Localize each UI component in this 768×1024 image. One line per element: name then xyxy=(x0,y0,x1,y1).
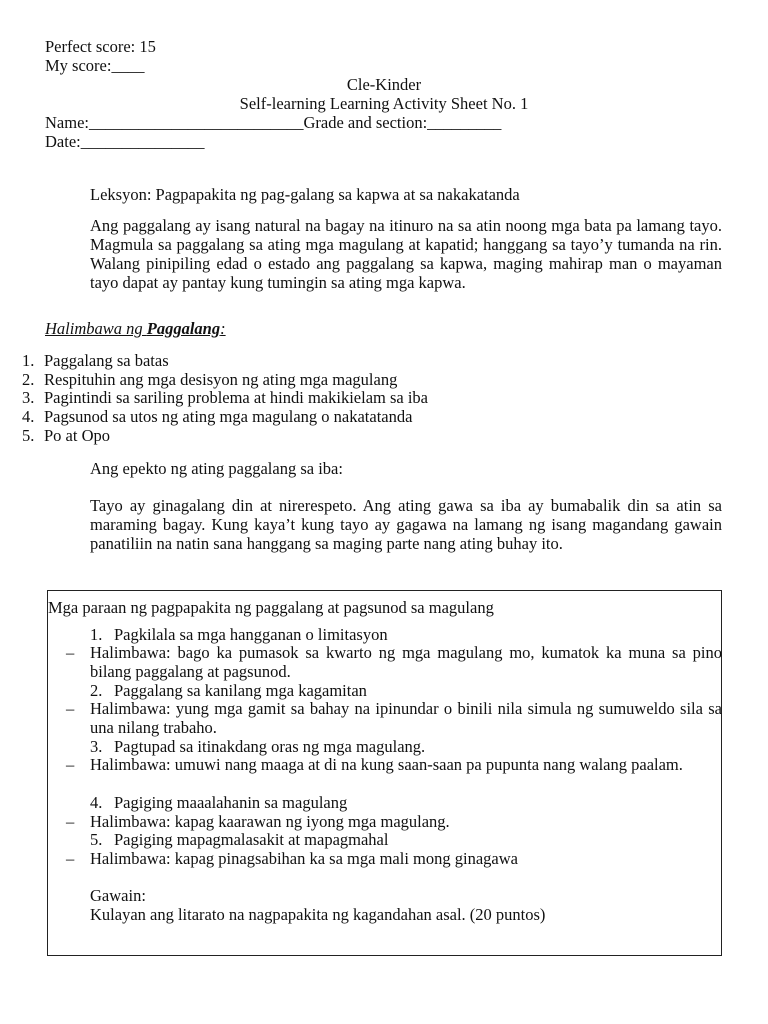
perfect-score: Perfect score: 15 xyxy=(45,37,156,56)
way-example: – Halimbawa: umuwi nang maaga at di na kung saan-saan pa pupunta nang walang paalam. xyxy=(66,755,683,774)
list-item: 2. Respituhin ang mga desisyon ng ating mga magulang xyxy=(22,370,398,389)
way-example: – Halimbawa: kapag pinagsabihan ka sa mga mali mong ginagawa xyxy=(66,849,518,868)
examples-heading: Halimbawa ng Paggalang: xyxy=(45,319,226,338)
activity-instruction: Kulayan ang litarato na nagpapakita ng kagandahan asal. (20 puntos) xyxy=(90,905,546,924)
lesson-title: Leksyon: Pagpapakita ng pag-galang sa kapwa at sa nakakatanda xyxy=(90,185,520,204)
list-item: 4. Pagsunod sa utos ng ating mga magulang o nakatatanda xyxy=(22,407,413,426)
list-item: 3. Pagintindi sa sariling problema at hindi makikielam sa iba xyxy=(22,388,429,407)
document-title: Cle-Kinder xyxy=(346,75,422,94)
name-grade-line: Name:__________________________Grade and section:_________ xyxy=(45,113,502,132)
list-item: 5. Po at Opo xyxy=(22,426,110,445)
list-item: 1. Paggalang sa batas xyxy=(22,351,169,370)
ways-title: Mga paraan ng pagpapakita ng paggalang at pagsunod sa magulang xyxy=(48,598,494,617)
effect-heading: Ang epekto ng ating paggalang sa iba: xyxy=(90,459,343,478)
way-example: – Halimbawa: bago ka pumasok sa kwarto ng mga magulang mo, kumatok ka muna sa pino bilang paggalang at pagsunod. xyxy=(66,643,722,681)
way-example: – Halimbawa: kapag kaarawan ng iyong mga magulang. xyxy=(66,812,450,831)
document-subtitle: Self-learning Learning Activity Sheet No. 1 xyxy=(239,94,529,113)
way-title: 5. Pagiging mapagmalasakit at mapagmahal xyxy=(90,830,389,849)
way-title: 2. Paggalang sa kanilang mga kagamitan xyxy=(90,681,367,700)
date-line: Date:_______________ xyxy=(45,132,205,151)
way-title: 1. Pagkilala sa mga hangganan o limitasyon xyxy=(90,625,388,644)
effect-paragraph: Tayo ay ginagalang din at nirerespeto. Ang ating gawa sa iba ay bumabalik din sa atin sa maraming bagay. Kung kaya’t kung tayo ay gagawa na lamang ng isang magandang gawain panatiliin na natin sana hanggang sa maging parte nang ating buhay ito. xyxy=(90,496,722,553)
lesson-paragraph: Ang paggalang ay isang natural na bagay na itinuro na sa atin noong mga bata pa lamang tayo. Magmula sa paggalang sa ating mga magulang at kapatid; hanggang sa tayo’y tumanda na rin. Walang pinipiling edad o estado ang paggalang sa kapwa, maging mahirap man o mayaman tayo dapat ay pantay kung tumingin sa ating mga kapwa. xyxy=(90,216,722,292)
my-score: My score:____ xyxy=(45,56,145,75)
way-title: 3. Pagtupad sa itinakdang oras ng mga magulang. xyxy=(90,737,426,756)
way-title: 4. Pagiging maaalahanin sa magulang xyxy=(90,793,348,812)
way-example: – Halimbawa: yung mga gamit sa bahay na ipinundar o binili nila simula ng sumuweldo sila sa una nilang trabaho. xyxy=(66,699,722,737)
activity-heading: Gawain: xyxy=(90,886,146,905)
